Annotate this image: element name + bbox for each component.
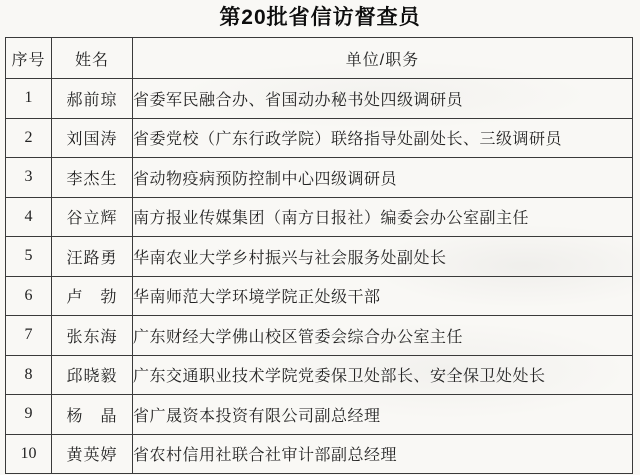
unit-cell: 省广晟资本投资有限公司副总经理	[133, 395, 633, 435]
row-number-cell: 6	[6, 276, 52, 316]
table-body	[6, 79, 633, 474]
header-name: 姓名	[52, 38, 133, 79]
name-cell: 郝前琼	[52, 79, 133, 119]
table-row	[6, 79, 633, 119]
row-number-cell: 2	[6, 118, 52, 158]
unit-cell: 省动物疫病预防控制中心四级调研员	[133, 158, 633, 198]
table-row	[6, 118, 633, 158]
document-table	[5, 37, 633, 474]
row-number-cell: 9	[6, 395, 52, 435]
row-number-cell: 8	[6, 355, 52, 395]
unit-cell: 广东交通职业技术学院党委保卫处部长、安全保卫处处长	[133, 355, 633, 395]
table-row	[6, 434, 633, 474]
header-unit: 单位/职务	[133, 38, 633, 79]
page-title: 第20批省信访督查员	[219, 6, 421, 29]
row-number-cell: 1	[6, 79, 52, 119]
name-cell: 刘国涛	[52, 118, 133, 158]
unit-cell: 省农村信用社联合社审计部副总经理	[133, 434, 633, 474]
name-cell: 李杰生	[52, 158, 133, 198]
row-number-cell: 5	[6, 237, 52, 277]
name-cell: 邱晓毅	[52, 355, 133, 395]
table-row	[6, 355, 633, 395]
name-cell: 卢 勃	[52, 276, 133, 316]
unit-cell: 华南农业大学乡村振兴与社会服务处副处长	[133, 237, 633, 277]
table-row	[6, 316, 633, 356]
name-cell: 张东海	[52, 316, 133, 356]
name-cell: 谷立辉	[52, 197, 133, 237]
row-number-cell: 10	[6, 434, 52, 474]
table-row	[6, 395, 633, 435]
unit-cell: 广东财经大学佛山校区管委会综合办公室主任	[133, 316, 633, 356]
header-number: 序号	[6, 38, 52, 79]
row-number-cell: 7	[6, 316, 52, 356]
unit-cell: 南方报业传媒集团（南方日报社）编委会办公室副主任	[133, 197, 633, 237]
table-row	[6, 276, 633, 316]
table-header-row	[6, 38, 633, 79]
row-number-cell: 4	[6, 197, 52, 237]
name-cell: 汪路勇	[52, 237, 133, 277]
name-cell: 杨 晶	[52, 395, 133, 435]
name-cell: 黄英婷	[52, 434, 133, 474]
unit-cell: 省委党校（广东行政学院）联络指导处副处长、三级调研员	[133, 118, 633, 158]
row-number-cell: 3	[6, 158, 52, 198]
table-row	[6, 237, 633, 277]
unit-cell: 省委军民融合办、省国动办秘书处四级调研员	[133, 79, 633, 119]
table-row	[6, 197, 633, 237]
unit-cell: 华南师范大学环境学院正处级干部	[133, 276, 633, 316]
table-row	[6, 158, 633, 198]
